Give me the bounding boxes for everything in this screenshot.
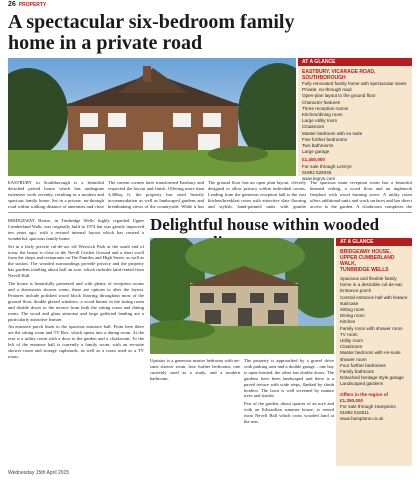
article-1-column-1 xyxy=(8,180,104,210)
page-number: 26 xyxy=(8,1,16,8)
agent-website: www.hamptons.co.uk xyxy=(340,416,384,422)
feature-item: Sitting room xyxy=(340,307,365,313)
feature-item: Large garage xyxy=(302,149,330,155)
feature-item: Master bedroom with en suite xyxy=(302,130,363,136)
agent-phone: 01892 529345 xyxy=(302,169,332,175)
feature-item: Master bedroom with en-suite shower room xyxy=(340,350,401,362)
feature-item: Character features xyxy=(302,99,341,105)
page-header xyxy=(8,1,46,8)
article-1-column-2 xyxy=(108,180,204,210)
feature-item: Cloakroom xyxy=(340,344,363,350)
feature-item: Four further bedrooms xyxy=(340,362,386,368)
article-2-column-1 xyxy=(8,218,144,466)
agent-website: www.legrys.com xyxy=(302,176,336,182)
agent-line: For sale through Hamptons xyxy=(340,404,396,410)
at-a-glance-tag: AT A GLANCE xyxy=(336,238,412,246)
property-address-line: BRIDGEWAY HOUSE, xyxy=(340,249,391,255)
feature-item: Cloakroom xyxy=(302,124,325,130)
body-paragraph: Part of the garden, about quarter of an acre and with an Edwardian summer house, is rented from Nevell Hall which owns wooded land at the rear. xyxy=(244,401,334,425)
body-paragraph: The ground floor has an open plan layout, cleverly designed to allow privacy within individual rooms. Leading from the generous reception hall is the vast kitchen/breakfast room with attractive slate flooring and stylish, hand-painted units with granite xyxy=(208,180,306,209)
body-paragraph: The house is beautifully presented and with plenty of reception rooms and a downstairs shower room, there are options to alter the layout. Features include polished wood block flooring throughout most of the ground floor, double glazed windows, a wood burner in the sitting room and double doors to the terrace from both the sitting room and dining room. The wood and glass staircase and large galleried landing are a particularly attractive feature. xyxy=(8,281,144,322)
section-label: PROPERTY xyxy=(18,2,47,8)
section-divider xyxy=(8,212,412,213)
feature-item: Three reception rooms xyxy=(302,105,349,111)
footer-date: Wednesday 15th April 2015 xyxy=(8,470,70,476)
property-address-line: TUNBRIDGE WELLS xyxy=(340,267,389,273)
body-paragraph: Upstairs is a generous master bedroom with en-suite shower room, four further bedrooms, one currently used as a study, and a modern bathroom. xyxy=(150,358,240,381)
article-2-column-3 xyxy=(244,358,334,466)
feature-item: Fully renovated family home with spectacular views xyxy=(302,81,407,86)
price: £1,450,000 xyxy=(302,157,325,163)
feature-item: Family room with shower room xyxy=(340,325,403,331)
feature-item: Kitchen xyxy=(340,319,356,325)
agent-line: For sale through LeGrys xyxy=(302,163,352,169)
article-2-column-2 xyxy=(150,358,240,466)
feature-item: Kitchen/dining room xyxy=(302,112,343,118)
at-a-glance-box-1 xyxy=(298,58,412,182)
house-photo-eastbury xyxy=(8,58,296,176)
body-paragraph: BRIDGEWAY House, in Tunbridge Wells' highly regarded Upper Cumberland Walk, was originally built in 1974 but was greatly improved ten years ago, with a revised internal layout which has created a wonderful, spacious family home. xyxy=(8,218,144,241)
headline-1: A spectacular six-bedroom family home in a private road xyxy=(8,11,295,54)
feature-item: Spacious and flexible family home in a desirable cul-de-sac xyxy=(340,276,403,288)
body-paragraph: The property is approached by a gravel drive with parking area and a double garage – one bay is open-fronted, the other has double doors. The gardens have been landscaped and there is a paved terrace with wide steps, flanked by shrub borders. The lawn is well screened by mature trees and shrubs. xyxy=(244,358,334,399)
feature-item: Private, no-through road xyxy=(302,87,352,93)
house-photo-bridgeway xyxy=(150,238,334,354)
feature-item: Utility room xyxy=(340,338,363,344)
feature-item: Five further bedrooms xyxy=(302,136,347,142)
article-1-column-4 xyxy=(310,180,412,210)
article-1-column-3 xyxy=(208,180,306,210)
feature-item: Central entrance hall with feature staircase xyxy=(340,294,408,306)
body-paragraph: The spacious main reception room has a beautiful beamed ceiling, a wood floor and an inglenook fireplace with wood burning stove. A utility room offers additional units and work surfaces and has direct access to the garden. A cloakroom completes the xyxy=(310,180,412,209)
body-paragraph: The current owners have transformed Eastbury and respected the layout and finish. Offering more than 3,400sq ft, the property has sited heavily accommodation as well as landscaped gardens and breathtaking views of the countryside. While it has xyxy=(108,180,204,209)
feature-item: Two bathrooms xyxy=(302,143,334,149)
headline-2: Delightful house within wooded xyxy=(150,215,380,234)
body-paragraph: An entrance porch leads to the spacious entrance hall. From here there are the sitting room and TV Box, which opens into a dining room. At the rear is a utility room with a door to the garden and a cloakroom. To the left of the entrance hall is currently a family room, with an en-suite shower room and storage cupboards, as well as a room used as a TV room. xyxy=(8,324,144,359)
body-paragraph: Set in a leafy private cul-de-sac off Warwick Park at the south end of town, the house is close to the Nevill Cricket Ground and a short stroll from the shops and restaurants on The Pantiles and High Street, as well as the station. The wooded surroundings provide privacy and the property has gardens totalling about half an acre, which includes land rented from Nevell Hall. xyxy=(8,243,144,279)
property-address-line: EASTBURY, VICARAGE ROAD, xyxy=(302,69,376,75)
body-paragraph: EASTBURY in Southborough is a beautiful detached period house which has undergone extensive work recently, resulting in a modern and spacious family home. Set in a private, no-through road within walking distance of amenities and close xyxy=(8,180,104,209)
agent-phone: 01892 516611 xyxy=(340,410,370,416)
at-a-glance-tag: AT A GLANCE xyxy=(298,58,412,66)
feature-item: Entrance porch xyxy=(340,288,372,294)
feature-item: Large utility room xyxy=(302,118,338,124)
feature-item: Dining room xyxy=(340,313,365,319)
feature-item: TV room xyxy=(340,331,358,337)
price: Offers in the region of £1,350,000 xyxy=(340,391,388,403)
property-address-line: UPPER CUMBERLAND WALK, xyxy=(340,255,395,267)
feature-item: Detached heritage style garage xyxy=(340,375,404,381)
at-a-glance-box-2 xyxy=(336,238,412,466)
property-address-line: SOUTHBOROUGH xyxy=(302,75,346,81)
feature-item: Open-plan layout to the ground floor xyxy=(302,93,376,99)
feature-item: Family bathroom xyxy=(340,369,375,375)
feature-item: Landscaped gardens xyxy=(340,381,383,387)
